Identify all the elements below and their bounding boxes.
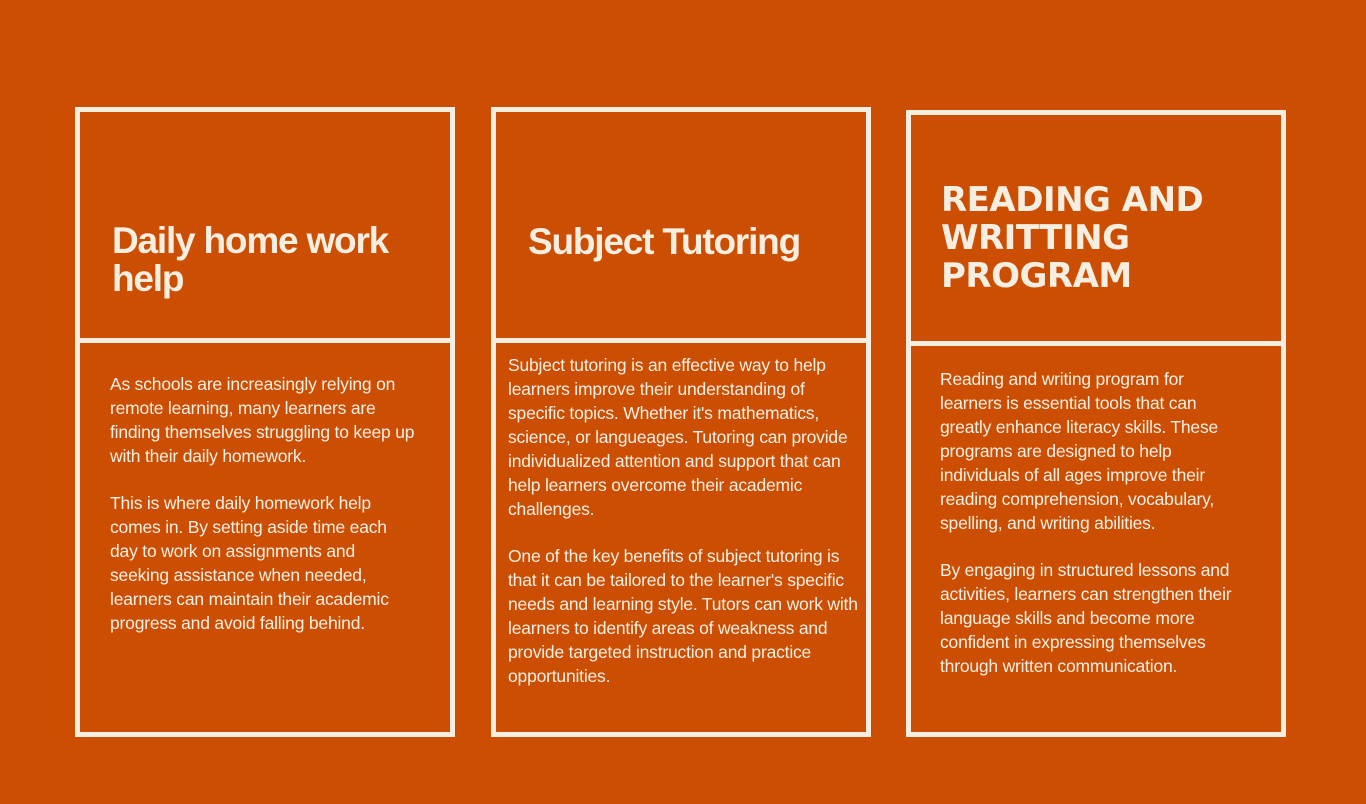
card-paragraph: Reading and writing program for learners is essential tools that can greatly enhance literacy skills. These programs are designed to help individuals of all ages improve their reading comprehension, vocabulary, spelling, and writing abilities.	[940, 369, 1219, 533]
card-body-box	[496, 343, 866, 688]
card-daily-homework-help	[75, 107, 455, 737]
card-title: READING AND WRITTING PROGRAM	[941, 179, 1204, 297]
card-paragraph: This is where daily homework help comes in. By setting aside time each day to work on assignments and seeking assistance when needed, learners can maintain their academic progress and avoid falling behind.	[110, 493, 389, 633]
card-paragraph: As schools are increasingly relying on remote learning, many learners are finding themselves struggling to keep up with their daily homework.	[110, 374, 415, 466]
card-title: Daily home work help	[112, 219, 389, 299]
card-title-box	[496, 112, 866, 343]
card-body-box	[80, 343, 450, 635]
card-reading-writing-program	[906, 110, 1286, 737]
card-paragraph: By engaging in structured lessons and activities, learners can strengthen their language skills and become more confident in expressing themselves through written communication.	[940, 560, 1232, 676]
card-paragraph: Subject tutoring is an effective way to help learners improve their understanding of specific topics. Whether it's mathematics, science, or langueages. Tutoring can provide individualized attention and support that can help learners overcome their academic challenges.	[508, 355, 848, 519]
card-paragraph: One of the key benefits of subject tutoring is that it can be tailored to the learner's specific needs and learning style. Tutors can work with learners to identify areas of weakness and provide targeted instruction and practice opportunities.	[508, 546, 858, 686]
card-body-box	[911, 346, 1281, 678]
card-title-box	[911, 115, 1281, 346]
card-title: Subject Tutoring	[528, 221, 800, 263]
card-subject-tutoring	[491, 107, 871, 737]
card-title-box	[80, 112, 450, 343]
